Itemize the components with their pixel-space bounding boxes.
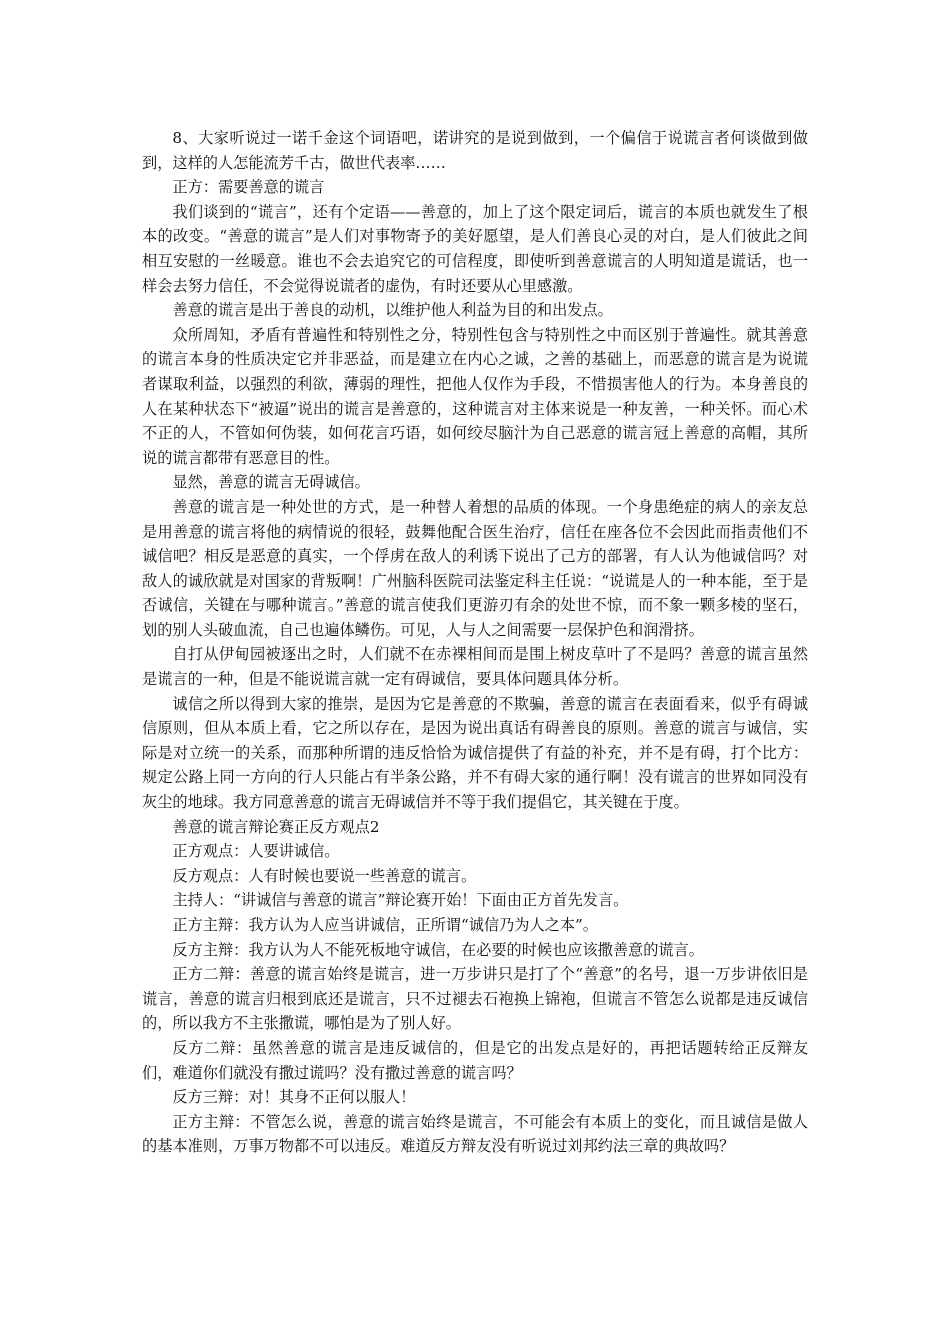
affirmative-viewpoint: 正方观点：人要讲诚信。: [172, 842, 340, 861]
negative-lead-1: 反方主辩：我方认为人不能死板地守诚信，在必要的时候也应该撒善意的谎言。: [172, 940, 704, 959]
paragraph-8: 自打从伊甸园被逐出之时，人们就不在赤裸相间而是围上树皮草叶了不是吗？善意的谎言虽然是谎言的一种，但是不能说谎言就一定有碍诚信，要具体问题具体分析。: [142, 645, 808, 689]
negative-second: 反方二辩：虽然善意的谎言是违反诚信的，但是它的出发点是好的，再把话题转给正反辩友们，难道你们就没有撒过谎吗？没有撒过善意的谎言吗？: [142, 1038, 808, 1082]
negative-third: 反方三辩：对！其身不正何以服人！: [172, 1088, 416, 1107]
paragraph-5: 众所周知，矛盾有普遍性和特别性之分，特别性包含与特别性之中而区别于普遍性。就其善意的谎言本身的性质决定它并非恶益，而是建立在内心之诚，之善的基础上，而恶意的谎言是为说谎者谋取利益，以强烈的利欲，薄弱的理性，把他人仅作为手段，不惜损害他人的行为。本身善良的人在某种状态下“被逼”说出的谎言是善意的，这种谎言对主体来说是一种友善，一种关怀。而心术不正的人，不管如何伪装，如何花言巧语，如何绞尽脑汁为自己恶意的谎言冠上善意的高帽，其所说的谎言都带有恶意目的性。: [142, 325, 808, 467]
affirmative-second: 正方二辩：善意的谎言始终是谎言，进一万步讲只是打了个“善意”的名号，退一万步讲依旧是谎言，善意的谎言归根到底还是谎言，只不过褪去石袍换上锦袍，但谎言不管怎么说都是违反诚信的，所以我方不主张撒谎，哪怕是为了别人好。: [142, 965, 808, 1033]
affirmative-lead-2: 正方主辩：不管怎么说，善意的谎言始终是谎言，不可能会有本质上的变化，而且诚信是做人的基本准则，万事万物都不可以违反。难道反方辩友没有听说过刘邦约法三章的典故吗？: [142, 1112, 808, 1156]
negative-viewpoint: 反方观点：人有时候也要说一些善意的谎言。: [172, 866, 477, 885]
paragraph-9: 诚信之所以得到大家的推崇，是因为它是善意的不欺骗，善意的谎言在表面看来，似乎有碍诚信原则，但从本质上看，它之所以存在，是因为说出真话有碍善良的原则。善意的谎言与诚信，实际是对立统一的关系，而那种所谓的违反恰恰为诚信提供了有益的补充，并不是有碍，打个比方：规定公路上同一方向的行人只能占有半条公路，并不有碍大家的通行啊！没有谎言的世界如同没有灰尘的地球。我方同意善意的谎言无碍诚信并不等于我们提倡它，其关键在于度。: [142, 694, 808, 812]
paragraph-3: 我们谈到的“谎言”，还有个定语——善意的，加上了这个限定词后，谎言的本质也就发生了根本的改变。“善意的谎言”是人们对事物寄予的美好愿望，是人们善良心灵的对白，是人们彼此之间相互安慰的一丝暖意。谁也不会去追究它的可信程度，即使听到善意谎言的人明知道是谎话，也一样会去努力信任，不会觉得说谎者的虚伪，有时还要从心里感激。: [142, 202, 808, 295]
affirmative-lead-1: 正方主辩：我方认为人应当讲诚信，正所谓“诚信乃为人之本”。: [172, 916, 598, 934]
paragraph-1: 8、大家听说过一诺千金这个词语吧，诺讲究的是说到做到，一个偏信于说谎言者何谈做到做到，这样的人怎能流芳千古，做世代表率……: [142, 129, 808, 172]
section-heading-debate-2: 善意的谎言辩论赛正反方观点2: [172, 817, 380, 836]
paragraph-6: 显然，善意的谎言无碍诚信。: [172, 473, 370, 492]
paragraph-4: 善意的谎言是出于善良的动机，以维护他人利益为目的和出发点。: [172, 301, 613, 320]
paragraph-7: 善意的谎言是一种处世的方式，是一种替人着想的品质的体现。一个身患绝症的病人的亲友总是用善意的谎言将他的病情说的很轻，鼓舞他配合医生治疗，信任在座各位不会因此而指责他们不诚信吧？相反是恶意的真实，一个俘虏在敌人的利诱下说出了己方的部署，有人认为他诚信吗？对敌人的诚欣就是对国家的背叛啊！广州脑科医院司法鉴定科主任说：“说谎是人的一种本能，至于是否诚信，关键在与哪种谎言。”善意的谎言使我们更游刃有余的处世不惊，而不象一颗多棱的坚石，划的别人头破血流，自己也遍体鳞伤。可见，人与人之间需要一层保护色和润滑挤。: [142, 497, 808, 639]
host-opening: 主持人：“讲诚信与善意的谎言”辩论赛开始！下面由正方首先发言。: [172, 891, 629, 910]
document-body: [142, 126, 808, 1159]
section-heading-affirmative: 正方：需要善意的谎言: [172, 178, 325, 197]
